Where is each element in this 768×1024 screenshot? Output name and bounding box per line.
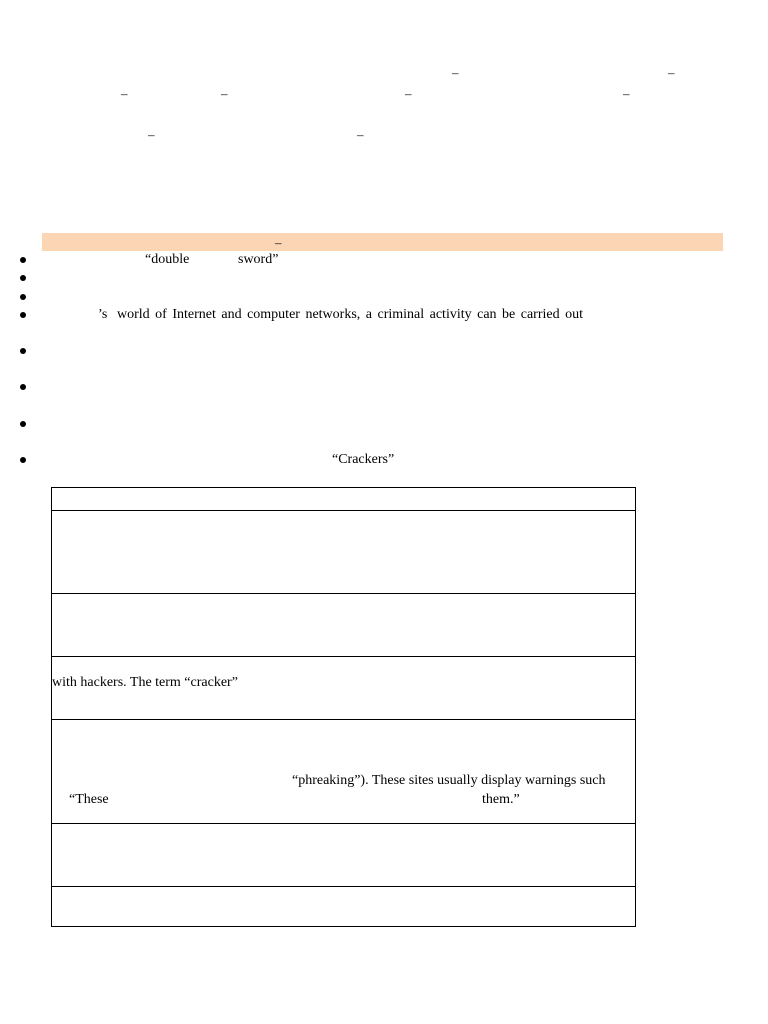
table-row-divider [52,823,635,824]
bullet-marker [20,421,26,427]
dash-mark: – [275,235,282,250]
table-row-divider [52,656,635,657]
bullet-marker [20,294,26,300]
table-row-divider [52,510,635,511]
bullet-marker [20,275,26,281]
dash-mark: – [221,86,228,101]
table-row-divider [52,719,635,720]
bullet-marker [20,348,26,354]
table-row-divider [52,593,635,594]
bullet-marker [20,384,26,390]
bullet-text: “Crackers” [332,452,395,467]
content-table [51,487,636,927]
highlight-band [42,233,723,251]
bullet-text: ’s [98,307,108,322]
bullet-marker [20,312,26,318]
dash-mark: – [623,86,630,101]
table-cell-text: “phreaking”). These sites usually display warnings such [292,773,606,788]
bullet-marker [20,457,26,463]
table-cell-text: “These [69,792,109,807]
table-cell-text: them.” [482,792,520,807]
dash-mark: – [121,86,128,101]
table-row-divider [52,886,635,887]
dash-mark: – [452,65,459,80]
bullet-marker [20,257,26,263]
dash-mark: – [148,127,155,142]
bullet-text: “double [145,252,190,267]
dash-mark: – [405,86,412,101]
bullet-text: sword” [238,252,279,267]
dash-mark: – [357,127,364,142]
dash-mark: – [668,65,675,80]
bullet-text: world of Internet and computer networks, a criminal activity can be carried out [117,307,583,322]
table-cell-text: with hackers. The term “cracker” [52,675,238,690]
